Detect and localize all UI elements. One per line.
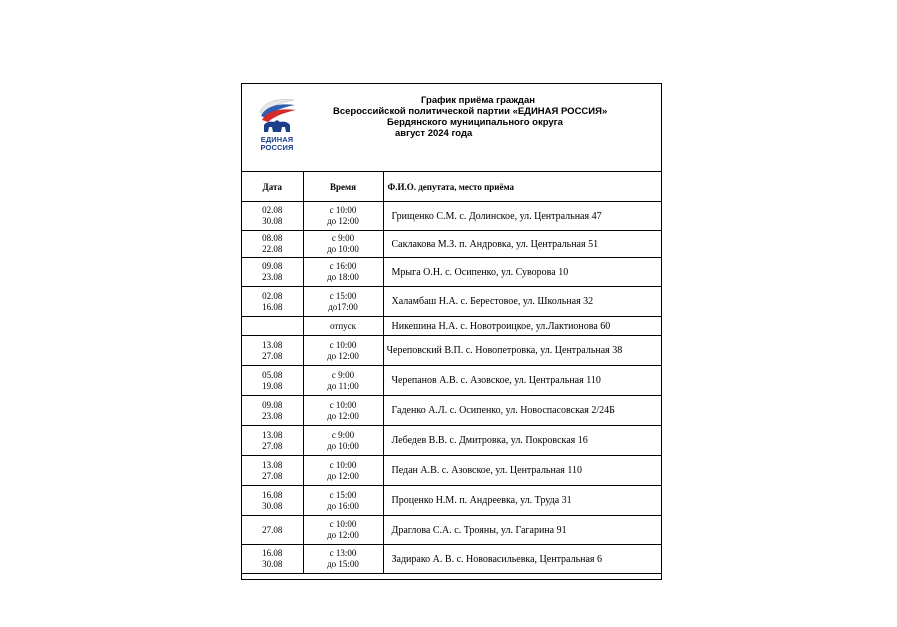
table-row xyxy=(242,545,661,574)
date-first: 16.08 xyxy=(262,489,283,500)
time-to: до 12:00 xyxy=(327,470,359,481)
date-cell xyxy=(242,396,303,426)
date-cell xyxy=(242,202,303,231)
date-first: 16.08 xyxy=(262,548,283,558)
time-cell xyxy=(303,456,383,486)
time-to: до 12:00 xyxy=(327,530,359,540)
time-cell xyxy=(303,396,383,426)
logo-text-line1: ЕДИНАЯ xyxy=(260,135,294,144)
deputy-cell: Гаденко А.Л. с. Осипенко, ул. Новоспасовская 2/24Б xyxy=(383,396,661,426)
time-from: с 10:00 xyxy=(329,459,357,470)
time-cell xyxy=(303,426,383,456)
date-second: 27.08 xyxy=(262,470,283,481)
table-row xyxy=(242,456,661,486)
date-second: 27.08 xyxy=(262,350,283,361)
deputy-cell: Черепанов А.В. с. Азовское, ул. Центральная 110 xyxy=(383,366,661,396)
date-first: 09.08 xyxy=(262,261,283,271)
time-from: с 13:00 xyxy=(329,548,357,558)
date-cell xyxy=(242,426,303,456)
time-from: с 9:00 xyxy=(331,233,355,243)
table-row xyxy=(242,426,661,456)
bear-flag-icon xyxy=(254,96,300,136)
document-header xyxy=(242,84,661,172)
deputy-cell: Лебедев В.В. с. Дмитровка, ул. Покровская 16 xyxy=(383,426,661,456)
date-cell xyxy=(242,456,303,486)
reception-schedule-table xyxy=(242,172,661,574)
time-cell xyxy=(303,366,383,396)
time-from: с 10:00 xyxy=(329,339,357,350)
time-cell xyxy=(303,258,383,287)
time-to: до 16:00 xyxy=(327,500,359,511)
table-row xyxy=(242,396,661,426)
date-cell xyxy=(242,486,303,516)
date-second: 16.08 xyxy=(262,301,283,312)
time-cell xyxy=(303,486,383,516)
date-first: 13.08 xyxy=(262,339,283,350)
date-cell xyxy=(242,258,303,287)
time-to: до 18:00 xyxy=(327,272,359,282)
column-header-date: Дата xyxy=(242,172,303,202)
party-logo xyxy=(254,96,300,156)
date-first: 13.08 xyxy=(262,429,283,440)
date-cell xyxy=(242,317,303,336)
document-subtitle-period: август 2024 года xyxy=(395,128,473,139)
date-second: 23.08 xyxy=(262,410,283,421)
date-cell xyxy=(242,516,303,545)
time-to: до 12:00 xyxy=(327,410,359,421)
time-from: с 10:00 xyxy=(329,519,357,529)
date-first: 27.08 xyxy=(262,524,283,535)
table-row xyxy=(242,258,661,287)
time-cell xyxy=(303,202,383,231)
time-to: до 12:00 xyxy=(327,350,359,361)
time-cell xyxy=(303,545,383,574)
logo-text-line2: РОССИЯ xyxy=(260,143,294,152)
date-second: 30.08 xyxy=(262,500,283,511)
time-from: с 10:00 xyxy=(329,205,357,215)
deputy-cell: Мрыга О.Н. с. Осипенко, ул. Суворова 10 xyxy=(383,258,661,287)
time-cell xyxy=(303,287,383,317)
deputy-cell: Халамбаш Н.А. с. Берестовое, ул. Школьная 32 xyxy=(383,287,661,317)
date-second: 30.08 xyxy=(262,559,283,569)
column-header-time: Время xyxy=(303,172,383,202)
date-cell xyxy=(242,287,303,317)
deputy-cell: Драглова С.А. с. Трояны, ул. Гагарина 91 xyxy=(383,516,661,545)
time-to: до17:00 xyxy=(328,301,358,312)
time-from: с 9:00 xyxy=(331,429,355,440)
document-subtitle-party: Всероссийской политической партии «ЕДИНАЯ РОССИЯ» xyxy=(333,106,608,117)
time-to: до 11:00 xyxy=(327,380,359,391)
time-to: до 12:00 xyxy=(327,216,359,226)
deputy-cell: Грищенко С.М. с. Долинское, ул. Центральная 47 xyxy=(383,202,661,231)
date-first: 05.08 xyxy=(262,369,283,380)
time-cell xyxy=(303,516,383,545)
deputy-cell: Проценко Н.М. п. Андреевка, ул. Труда 31 xyxy=(383,486,661,516)
time-cell xyxy=(303,317,383,336)
time-from: с 9:00 xyxy=(331,369,355,380)
deputy-cell: Череповский В.П. с. Новопетровка, ул. Центральная 38 xyxy=(383,336,661,366)
time-from: с 15:00 xyxy=(329,290,357,301)
date-cell xyxy=(242,231,303,258)
table-row xyxy=(242,287,661,317)
table-row xyxy=(242,231,661,258)
date-first: 02.08 xyxy=(262,205,283,215)
date-second: 22.08 xyxy=(262,244,283,254)
deputy-cell: Саклакова М.З. п. Андровка, ул. Центральная 51 xyxy=(383,231,661,258)
document-title: График приёма граждан xyxy=(421,95,535,106)
date-second: 30.08 xyxy=(262,216,283,226)
table-row xyxy=(242,202,661,231)
time-to: до 10:00 xyxy=(327,244,359,254)
time-from: отпуск xyxy=(330,320,356,331)
time-from: с 10:00 xyxy=(329,399,357,410)
column-header-deputy: Ф.И.О. депутата, место приёма xyxy=(383,172,661,202)
date-cell xyxy=(242,336,303,366)
date-cell xyxy=(242,545,303,574)
time-to: до 10:00 xyxy=(327,440,359,451)
deputy-cell: Педан А.В. с. Азовское, ул. Центральная 110 xyxy=(383,456,661,486)
table-header-row xyxy=(242,172,661,202)
schedule-sheet xyxy=(241,83,662,580)
time-to: до 15:00 xyxy=(327,559,359,569)
deputy-cell: Задирако А. В. с. Нововасильевка, Центральная 6 xyxy=(383,545,661,574)
time-cell xyxy=(303,336,383,366)
table-row xyxy=(242,366,661,396)
table-row xyxy=(242,486,661,516)
date-first: 02.08 xyxy=(262,290,283,301)
date-first: 08.08 xyxy=(262,233,283,243)
time-cell xyxy=(303,231,383,258)
document-subtitle-district: Бердянского муниципального округа xyxy=(387,117,563,128)
date-second: 19.08 xyxy=(262,380,283,391)
deputy-cell: Никешина Н.А. с. Новотроицкое, ул.Лактионова 60 xyxy=(383,317,661,336)
table-row xyxy=(242,516,661,545)
time-from: с 15:00 xyxy=(329,489,357,500)
date-second: 23.08 xyxy=(262,272,283,282)
date-first: 13.08 xyxy=(262,459,283,470)
table-row xyxy=(242,317,661,336)
table-row xyxy=(242,336,661,366)
date-second: 27.08 xyxy=(262,440,283,451)
date-cell xyxy=(242,366,303,396)
time-from: с 16:00 xyxy=(329,261,357,271)
date-first: 09.08 xyxy=(262,399,283,410)
